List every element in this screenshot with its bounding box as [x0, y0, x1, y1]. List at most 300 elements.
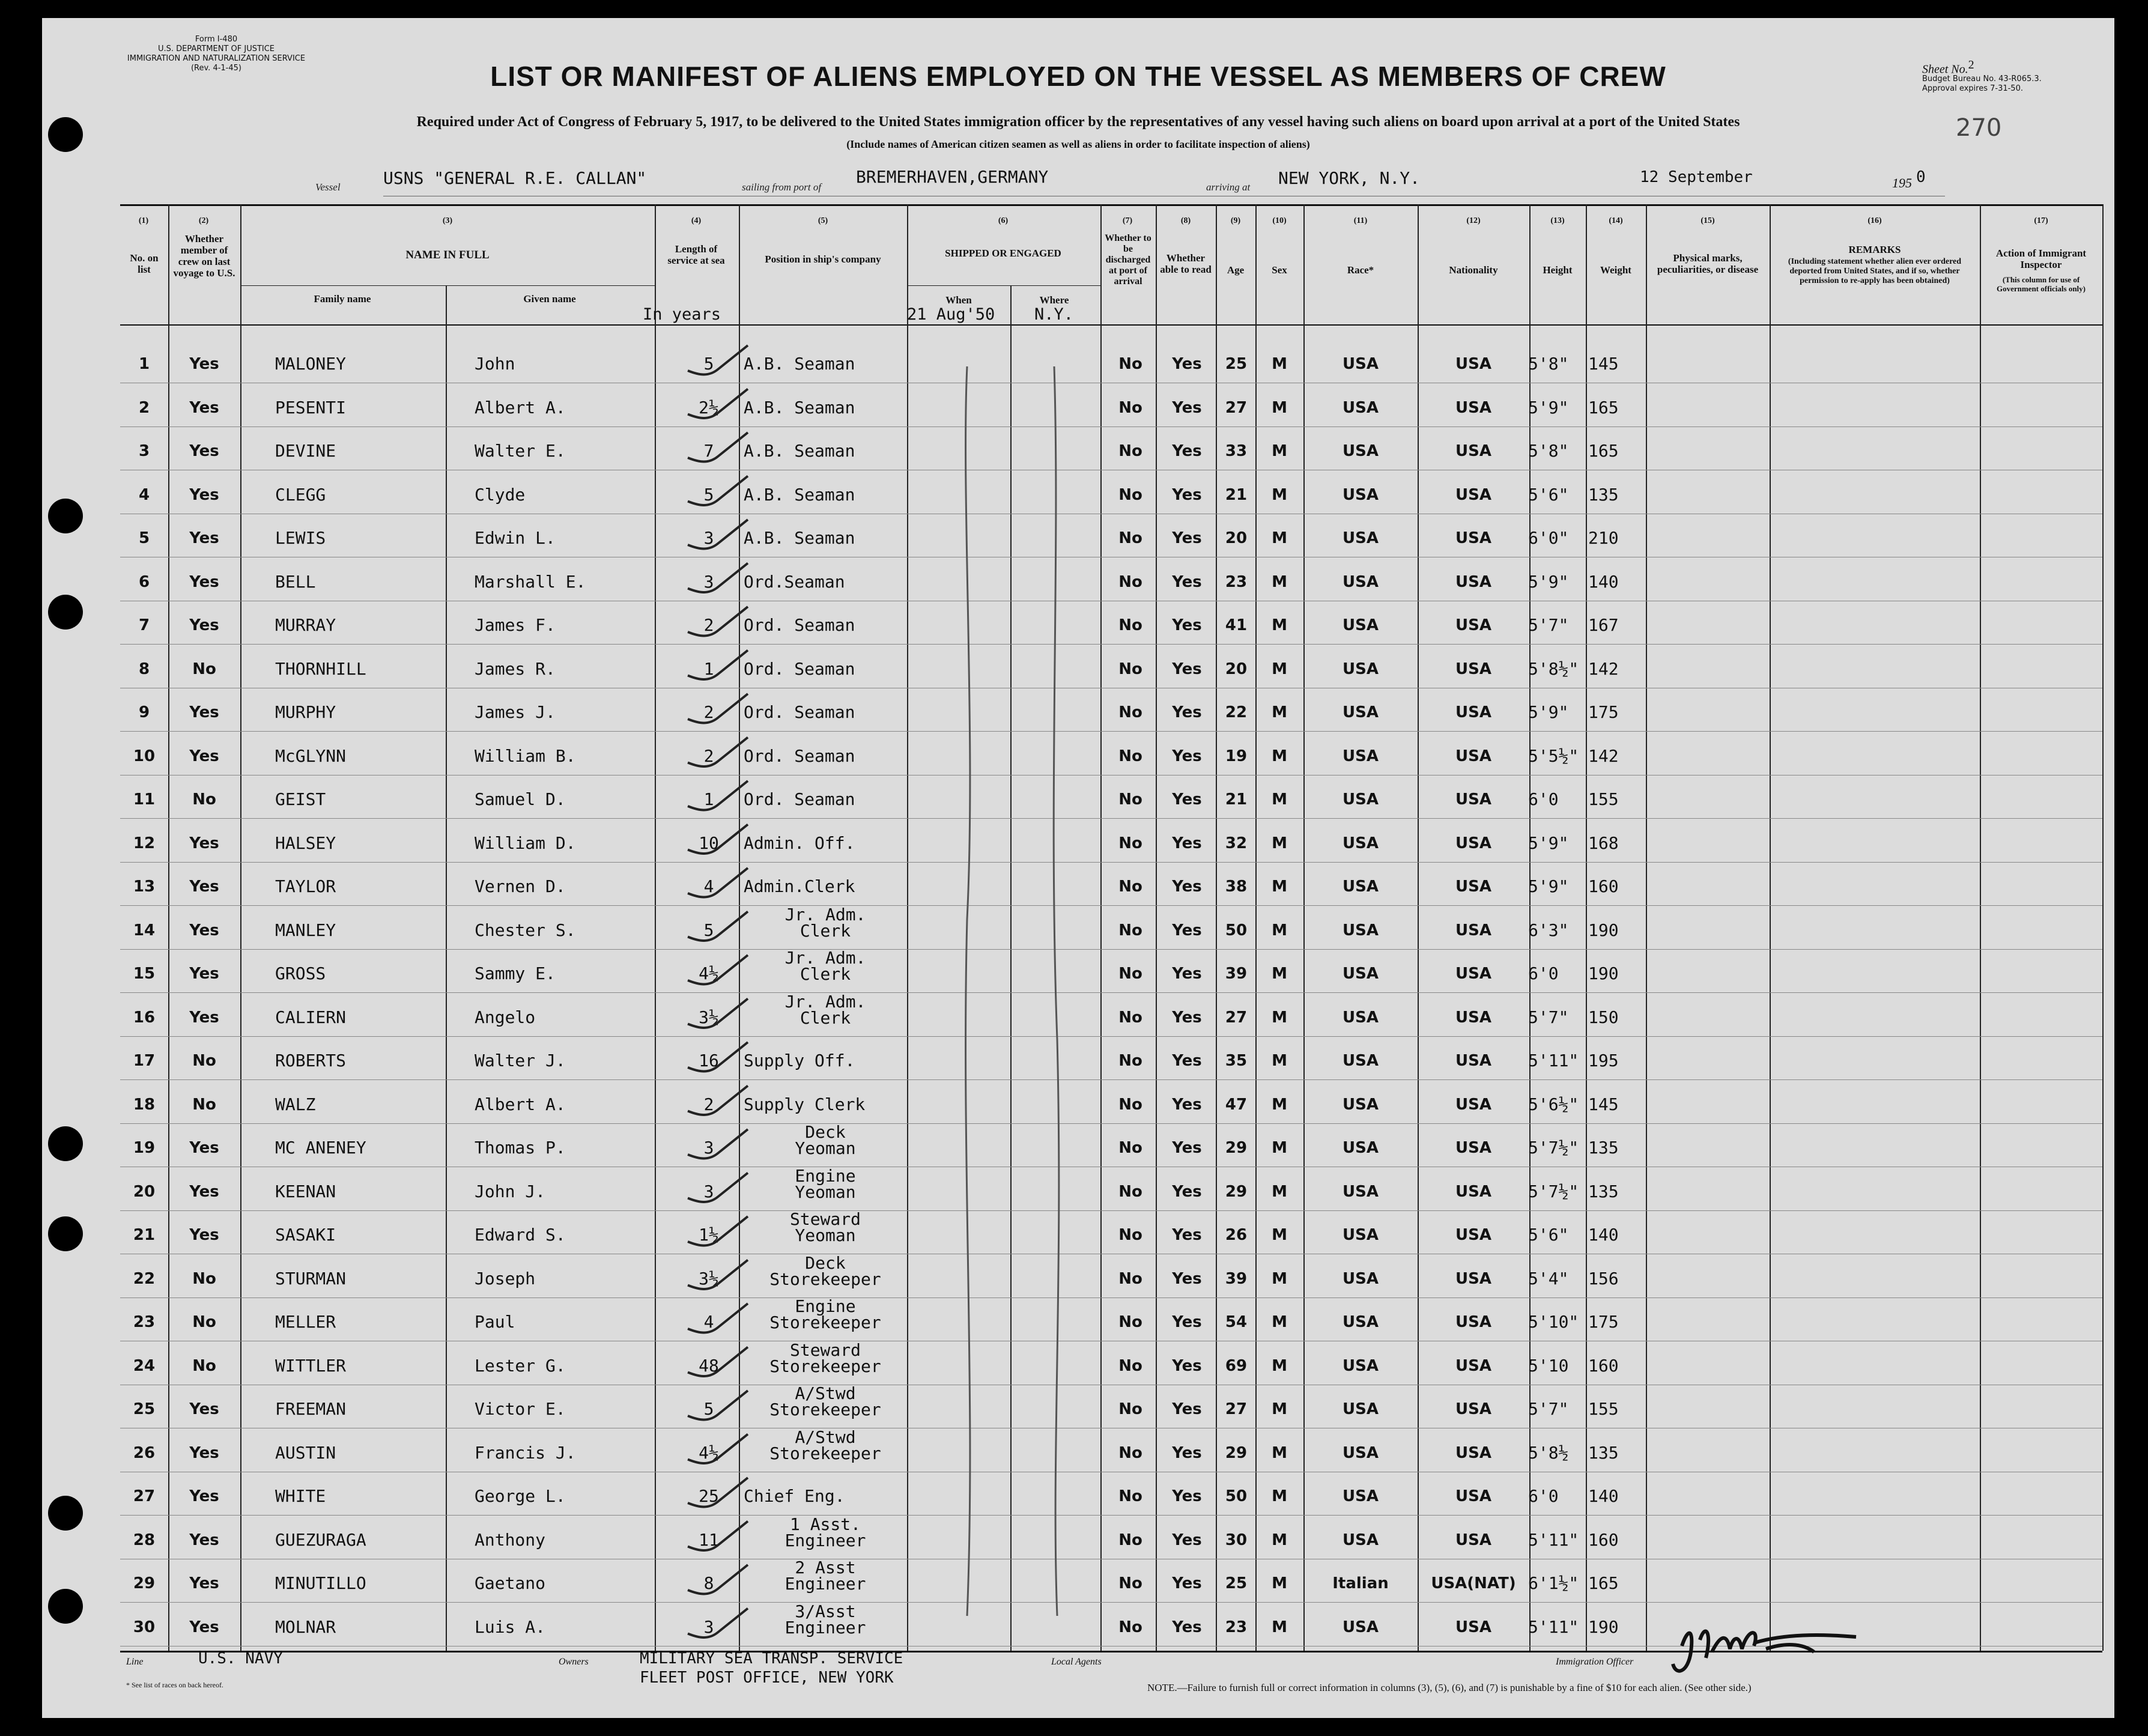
cell-height: 5'5½": [1528, 745, 1579, 766]
cell-service: 4: [703, 876, 714, 896]
cell-last: Yes: [189, 398, 219, 417]
cell-service: 3½: [699, 1007, 719, 1027]
cell-disch: No: [1118, 834, 1142, 852]
cell-disch: No: [1118, 1443, 1142, 1462]
cell-no: 30: [133, 1618, 156, 1636]
cell-family: PESENTI: [275, 397, 347, 417]
cell-read: Yes: [1172, 1574, 1202, 1592]
cell-sex: M: [1272, 355, 1287, 373]
sheet-number: 2: [1968, 58, 1974, 71]
cell-position-line2: Yeoman: [795, 1138, 856, 1158]
cell-read: Yes: [1172, 529, 1202, 547]
cell-nat: USA: [1455, 791, 1491, 809]
cell-age: 54: [1225, 1313, 1248, 1331]
sheet-label: Sheet No.: [1922, 62, 1968, 76]
cell-family: MOLNAR: [275, 1616, 336, 1637]
cell-service: 4: [703, 1312, 714, 1332]
col13-number: (13): [1550, 216, 1565, 225]
cell-race: USA: [1342, 1487, 1379, 1505]
cell-weight: 165: [1588, 397, 1619, 417]
cell-disch: No: [1118, 1313, 1142, 1331]
cell-position-line2: Clerk: [799, 1007, 851, 1028]
cell-family: WALZ: [275, 1094, 316, 1114]
cell-service: 5: [703, 1399, 714, 1419]
cell-nat: USA: [1455, 1052, 1491, 1070]
cell-nat: USA: [1455, 1226, 1491, 1244]
cell-weight: 190: [1588, 964, 1619, 983]
cell-race: USA: [1342, 1356, 1379, 1375]
cell-position-line2: Storekeeper: [769, 1269, 881, 1289]
col16-note: (Including statement whether alien ever ordered deported from United States, and if so, whether permission to re-apply has been obtained): [1788, 257, 1962, 285]
cell-service: 8: [703, 1573, 714, 1593]
cell-nat: USA: [1455, 834, 1491, 852]
cell-position: Jr. Adm.: [784, 991, 866, 1012]
row-rule: [120, 644, 2102, 645]
cell-position: Supply Off.: [744, 1051, 855, 1070]
cell-last: Yes: [189, 878, 219, 896]
cell-given: Albert A.: [475, 1094, 566, 1114]
cell-given: Francis J.: [475, 1442, 576, 1463]
cell-race: USA: [1342, 703, 1379, 721]
cell-sex: M: [1272, 398, 1287, 417]
cell-disch: No: [1118, 1574, 1142, 1592]
cell-last: Yes: [189, 1487, 219, 1505]
cell-service: 2: [703, 745, 714, 766]
cell-family: MELLER: [275, 1312, 336, 1332]
cell-weight: 160: [1588, 876, 1619, 896]
cell-disch: No: [1118, 878, 1142, 896]
cell-sex: M: [1272, 703, 1287, 721]
cell-sex: M: [1272, 442, 1287, 460]
cell-age: 39: [1225, 965, 1248, 983]
cell-disch: No: [1118, 791, 1142, 809]
cell-race: USA: [1342, 1182, 1379, 1201]
cell-service: 3: [703, 528, 714, 548]
cell-age: 21: [1225, 791, 1248, 809]
cell-position: 3/Asst: [795, 1601, 856, 1621]
cell-read: Yes: [1172, 878, 1202, 896]
col5-number: (5): [818, 216, 828, 225]
cell-disch: No: [1118, 1269, 1142, 1288]
owners-label: Owners: [559, 1657, 589, 1667]
cell-height: 5'6½": [1528, 1094, 1579, 1114]
cell-nat: USA: [1455, 616, 1491, 634]
immigration-officer-label: Immigration Officer: [1556, 1657, 1634, 1667]
cell-weight: 145: [1588, 1094, 1619, 1114]
cell-last: Yes: [189, 1182, 219, 1201]
cell-family: LEWIS: [275, 528, 326, 548]
owners-line1: MILITARY SEA TRANSP. SERVICE: [640, 1650, 903, 1668]
cell-height: 5'7": [1528, 615, 1569, 635]
cell-last: Yes: [189, 529, 219, 547]
cell-sex: M: [1272, 1618, 1287, 1636]
cell-height: 5'8": [1528, 441, 1569, 461]
col4-header: Length of service at sea: [667, 243, 725, 266]
cell-disch: No: [1118, 965, 1142, 983]
cell-position-line2: Storekeeper: [769, 1356, 881, 1376]
col17-header: Action of Immigrant Inspector: [1995, 247, 2087, 270]
cell-service: 3: [703, 1616, 714, 1637]
cell-read: Yes: [1172, 1618, 1202, 1636]
cell-race: USA: [1342, 1618, 1379, 1636]
cell-nat: USA: [1455, 355, 1491, 373]
cell-position: 2 Asst: [795, 1558, 856, 1577]
cell-no: 5: [138, 529, 150, 547]
cell-sex: M: [1272, 1531, 1287, 1549]
cell-service: 3: [703, 1138, 714, 1158]
cell-last: Yes: [189, 1139, 219, 1157]
cell-given: George L.: [475, 1486, 566, 1506]
cell-service: 3½: [699, 1268, 719, 1288]
cell-age: 27: [1225, 398, 1248, 417]
cell-race: USA: [1342, 1052, 1379, 1070]
cell-weight: 135: [1588, 1181, 1619, 1201]
cell-age: 27: [1225, 1008, 1248, 1027]
col13-header: Height: [1543, 264, 1573, 276]
cell-race: USA: [1342, 791, 1379, 809]
binder-hole: [48, 1126, 83, 1161]
cell-sex: M: [1272, 660, 1287, 678]
cell-height: 5'7": [1528, 1007, 1569, 1027]
cell-height: 5'7½": [1528, 1138, 1579, 1158]
cell-service: 1: [703, 658, 714, 679]
cell-family: GUEZURAGA: [275, 1529, 366, 1550]
cell-no: 7: [138, 616, 150, 634]
cell-position: Ord. Seaman: [744, 615, 855, 635]
cell-age: 29: [1225, 1139, 1248, 1157]
cell-sex: M: [1272, 834, 1287, 852]
cell-race: USA: [1342, 965, 1379, 983]
column-rule: [907, 204, 908, 1651]
cell-sex: M: [1272, 1008, 1287, 1027]
column-rule: [240, 204, 241, 1651]
cell-no: 3: [138, 442, 150, 460]
sheet-info-block: [1922, 60, 2102, 94]
cell-height: 6'0: [1528, 1486, 1559, 1506]
cell-age: 20: [1225, 660, 1248, 678]
cell-height: 5'8": [1528, 354, 1569, 374]
col3-family-header: Family name: [314, 293, 371, 305]
cell-weight: 165: [1588, 1573, 1619, 1593]
col3-given-header: Given name: [523, 293, 576, 305]
vessel-name: USNS "GENERAL R.E. CALLAN": [383, 168, 647, 188]
cell-position: Jr. Adm.: [784, 904, 866, 924]
cell-height: 5'7½": [1528, 1181, 1579, 1201]
col10-number: (10): [1272, 216, 1287, 225]
cell-no: 11: [133, 791, 156, 809]
col14-number: (14): [1609, 216, 1623, 225]
cell-given: William B.: [475, 745, 576, 766]
cell-height: 5'6": [1528, 484, 1569, 505]
cell-no: 12: [133, 834, 156, 852]
cell-position: Engine: [795, 1296, 856, 1316]
cell-given: Joseph: [475, 1268, 536, 1288]
cell-read: Yes: [1172, 1356, 1202, 1375]
cell-height: 5'9": [1528, 833, 1569, 853]
col15-number: (15): [1700, 216, 1715, 225]
cell-family: HALSEY: [275, 833, 336, 853]
col9-number: (9): [1230, 216, 1241, 225]
cell-age: 27: [1225, 1400, 1248, 1418]
cell-given: Luis A.: [475, 1616, 546, 1637]
cell-sex: M: [1272, 791, 1287, 809]
cell-nat: USA: [1455, 1531, 1491, 1549]
cell-height: 5'8½": [1528, 658, 1579, 679]
cell-position: Jr. Adm.: [784, 948, 866, 968]
cell-nat: USA: [1455, 878, 1491, 896]
cell-nat: USA: [1455, 1139, 1491, 1157]
cell-no: 24: [133, 1356, 156, 1375]
cell-race: USA: [1342, 355, 1379, 373]
cell-age: 30: [1225, 1531, 1248, 1549]
cell-position: Deck: [805, 1252, 846, 1273]
column-rule: [1100, 204, 1102, 1651]
cell-nat: USA(NAT): [1431, 1574, 1516, 1592]
cell-given: William D.: [475, 833, 576, 853]
row-rule: [120, 949, 2102, 950]
cell-position-line2: Engineer: [784, 1530, 866, 1550]
cell-given: Angelo: [475, 1007, 536, 1027]
cell-no: 1: [138, 355, 150, 373]
cell-last: No: [192, 1095, 216, 1114]
cell-family: MC ANENEY: [275, 1138, 366, 1158]
row-rule: [120, 1210, 2102, 1211]
col6-when-header: When: [945, 294, 972, 306]
cell-read: Yes: [1172, 1487, 1202, 1505]
line-value: U.S. NAVY: [198, 1650, 283, 1668]
column-rule: [2102, 204, 2104, 1651]
races-note: * See list of races on back hereof.: [126, 1681, 223, 1689]
cell-family: BELL: [275, 571, 316, 592]
cell-no: 13: [133, 878, 156, 896]
cell-sex: M: [1272, 1095, 1287, 1114]
arrival-date: 12 September: [1640, 168, 1753, 186]
cell-position: A.B. Seaman: [744, 441, 855, 461]
cell-service: 16: [699, 1051, 719, 1070]
header-rule: [240, 285, 655, 286]
cell-height: 6'3": [1528, 920, 1569, 940]
cell-nat: USA: [1455, 1443, 1491, 1462]
cell-race: USA: [1342, 1226, 1379, 1244]
cell-family: MANLEY: [275, 920, 336, 940]
cell-position: A.B. Seaman: [744, 397, 855, 417]
cell-sex: M: [1272, 878, 1287, 896]
cell-no: 17: [133, 1052, 156, 1070]
cell-service: 2: [703, 1094, 714, 1114]
cell-height: 5'10: [1528, 1355, 1569, 1376]
cell-read: Yes: [1172, 834, 1202, 852]
cell-height: 5'11": [1528, 1051, 1579, 1070]
cell-sex: M: [1272, 1443, 1287, 1462]
column-rule: [1980, 204, 1981, 1651]
cell-no: 4: [138, 485, 150, 504]
cell-last: Yes: [189, 965, 219, 983]
cell-given: Sammy E.: [475, 964, 556, 983]
cell-weight: 135: [1588, 1442, 1619, 1463]
cell-height: 5'11": [1528, 1529, 1579, 1550]
cell-disch: No: [1118, 398, 1142, 417]
page-title: LIST OR MANIFEST OF ALIENS EMPLOYED ON THE VESSEL AS MEMBERS OF CREW: [490, 61, 1666, 92]
cell-family: DEVINE: [275, 441, 336, 461]
cell-position: Ord. Seaman: [744, 658, 855, 679]
cell-service: 4½: [699, 1442, 719, 1463]
cell-weight: 142: [1588, 658, 1619, 679]
cell-read: Yes: [1172, 747, 1202, 765]
cell-last: Yes: [189, 1618, 219, 1636]
cell-sex: M: [1272, 1313, 1287, 1331]
col6-where-header: Where: [1039, 294, 1069, 306]
cell-given: John: [475, 354, 515, 374]
col14-header: Weight: [1600, 264, 1631, 276]
port-from: BREMERHAVEN,GERMANY: [856, 167, 1049, 187]
col2-number: (2): [198, 216, 209, 225]
cell-no: 29: [133, 1574, 156, 1592]
cell-disch: No: [1118, 747, 1142, 765]
cell-given: Anthony: [475, 1529, 546, 1550]
cell-read: Yes: [1172, 1182, 1202, 1201]
cell-sex: M: [1272, 1052, 1287, 1070]
cell-weight: 140: [1588, 1225, 1619, 1245]
cell-age: 25: [1225, 1574, 1248, 1592]
cell-read: Yes: [1172, 791, 1202, 809]
cell-last: Yes: [189, 1574, 219, 1592]
cell-position: Steward: [789, 1209, 861, 1229]
row-rule: [120, 992, 2102, 993]
cell-age: 29: [1225, 1443, 1248, 1462]
cell-given: Walter J.: [475, 1051, 566, 1070]
row-rule: [120, 862, 2102, 863]
cell-position-line2: Engineer: [784, 1617, 866, 1637]
binder-hole: [48, 117, 83, 152]
cell-race: USA: [1342, 616, 1379, 634]
cell-service: 1: [703, 789, 714, 809]
cell-last: Yes: [189, 616, 219, 634]
cell-race: USA: [1342, 921, 1379, 939]
cell-height: 5'10": [1528, 1312, 1579, 1332]
cell-no: 20: [133, 1182, 156, 1201]
department-name: U.S. DEPARTMENT OF JUSTICE: [157, 44, 275, 53]
cell-nat: USA: [1455, 747, 1491, 765]
cell-read: Yes: [1172, 921, 1202, 939]
cell-sex: M: [1272, 747, 1287, 765]
cell-read: Yes: [1172, 572, 1202, 591]
cell-disch: No: [1118, 921, 1142, 939]
binder-hole: [48, 1589, 83, 1624]
cell-disch: No: [1118, 485, 1142, 504]
cell-race: USA: [1342, 1269, 1379, 1288]
col7-number: (7): [1122, 216, 1133, 225]
cell-given: Paul: [475, 1312, 515, 1332]
cell-race: USA: [1342, 1008, 1379, 1027]
cell-height: 5'11": [1528, 1616, 1579, 1637]
col6-header: SHIPPED OR ENGAGED: [945, 247, 1061, 259]
cell-disch: No: [1118, 1531, 1142, 1549]
cell-height: 5'9": [1528, 397, 1569, 417]
cell-no: 15: [133, 965, 156, 983]
cell-height: 6'0: [1528, 964, 1559, 983]
col3-number: (3): [442, 216, 453, 225]
cell-given: John J.: [475, 1181, 546, 1201]
cell-family: GROSS: [275, 964, 326, 983]
row-rule: [120, 1602, 2102, 1603]
cell-disch: No: [1118, 572, 1142, 591]
cell-no: 18: [133, 1095, 156, 1114]
cell-no: 25: [133, 1400, 156, 1418]
cell-read: Yes: [1172, 1139, 1202, 1157]
col10-header: Sex: [1272, 264, 1287, 276]
cell-family: FREEMAN: [275, 1399, 347, 1419]
cell-race: USA: [1342, 572, 1379, 591]
cell-service: 3: [703, 571, 714, 592]
col9-header: Age: [1227, 264, 1245, 276]
cell-given: Victor E.: [475, 1399, 566, 1419]
cell-family: MURRAY: [275, 615, 336, 635]
cell-no: 14: [133, 921, 156, 939]
cell-family: TAYLOR: [275, 876, 336, 896]
cell-age: 39: [1225, 1269, 1248, 1288]
arrival-year-suffix: 0: [1916, 168, 1926, 186]
cell-read: Yes: [1172, 965, 1202, 983]
cell-no: 9: [138, 703, 150, 721]
cell-position-line2: Clerk: [799, 964, 851, 984]
form-revision: (Rev. 4-1-45): [190, 64, 241, 73]
cell-family: MURPHY: [275, 702, 336, 722]
col7-header: Whether to be discharged at port of arrival: [1105, 233, 1151, 287]
cell-age: 50: [1225, 921, 1248, 939]
cell-weight: 175: [1588, 702, 1619, 722]
cell-weight: 167: [1588, 615, 1619, 635]
cell-family: SASAKI: [275, 1225, 336, 1245]
cell-position: Admin. Off.: [744, 833, 855, 853]
col12-number: (12): [1466, 216, 1481, 225]
cell-age: 33: [1225, 442, 1248, 460]
cell-weight: 155: [1588, 1399, 1619, 1419]
cell-race: USA: [1342, 1531, 1379, 1549]
cell-read: Yes: [1172, 1226, 1202, 1244]
cell-age: 35: [1225, 1052, 1248, 1070]
cell-position: Supply Clerk: [744, 1094, 866, 1114]
cell-race: USA: [1342, 398, 1379, 417]
cell-read: Yes: [1172, 1052, 1202, 1070]
cell-nat: USA: [1455, 703, 1491, 721]
col5-header: Position in ship's company: [765, 253, 881, 265]
cell-weight: 135: [1588, 1138, 1619, 1158]
cell-service: 5: [703, 354, 714, 374]
cell-position: Admin.Clerk: [744, 876, 855, 896]
cell-family: WITTLER: [275, 1355, 347, 1376]
cell-position-line2: Storekeeper: [769, 1313, 881, 1332]
cell-no: 8: [138, 660, 150, 678]
owners-line2: FLEET POST OFFICE, NEW YORK: [640, 1669, 894, 1687]
cell-given: James F.: [475, 615, 556, 635]
column-rule: [1156, 204, 1157, 1651]
cell-sex: M: [1272, 1182, 1287, 1201]
column-rule: [655, 204, 656, 1651]
cell-last: No: [192, 1052, 216, 1070]
cell-height: 5'4": [1528, 1268, 1569, 1288]
cell-last: No: [192, 1356, 216, 1375]
cell-disch: No: [1118, 529, 1142, 547]
cell-height: 5'6": [1528, 1225, 1569, 1245]
cell-sex: M: [1272, 616, 1287, 634]
cell-last: No: [192, 660, 216, 678]
cell-height: 5'8½: [1528, 1442, 1569, 1463]
cell-nat: USA: [1455, 1269, 1491, 1288]
cell-given: Lester G.: [475, 1355, 566, 1376]
cell-weight: 156: [1588, 1268, 1619, 1288]
col6-number: (6): [998, 216, 1009, 225]
col15-header: Physical marks, peculiarities, or disease: [1657, 252, 1759, 275]
